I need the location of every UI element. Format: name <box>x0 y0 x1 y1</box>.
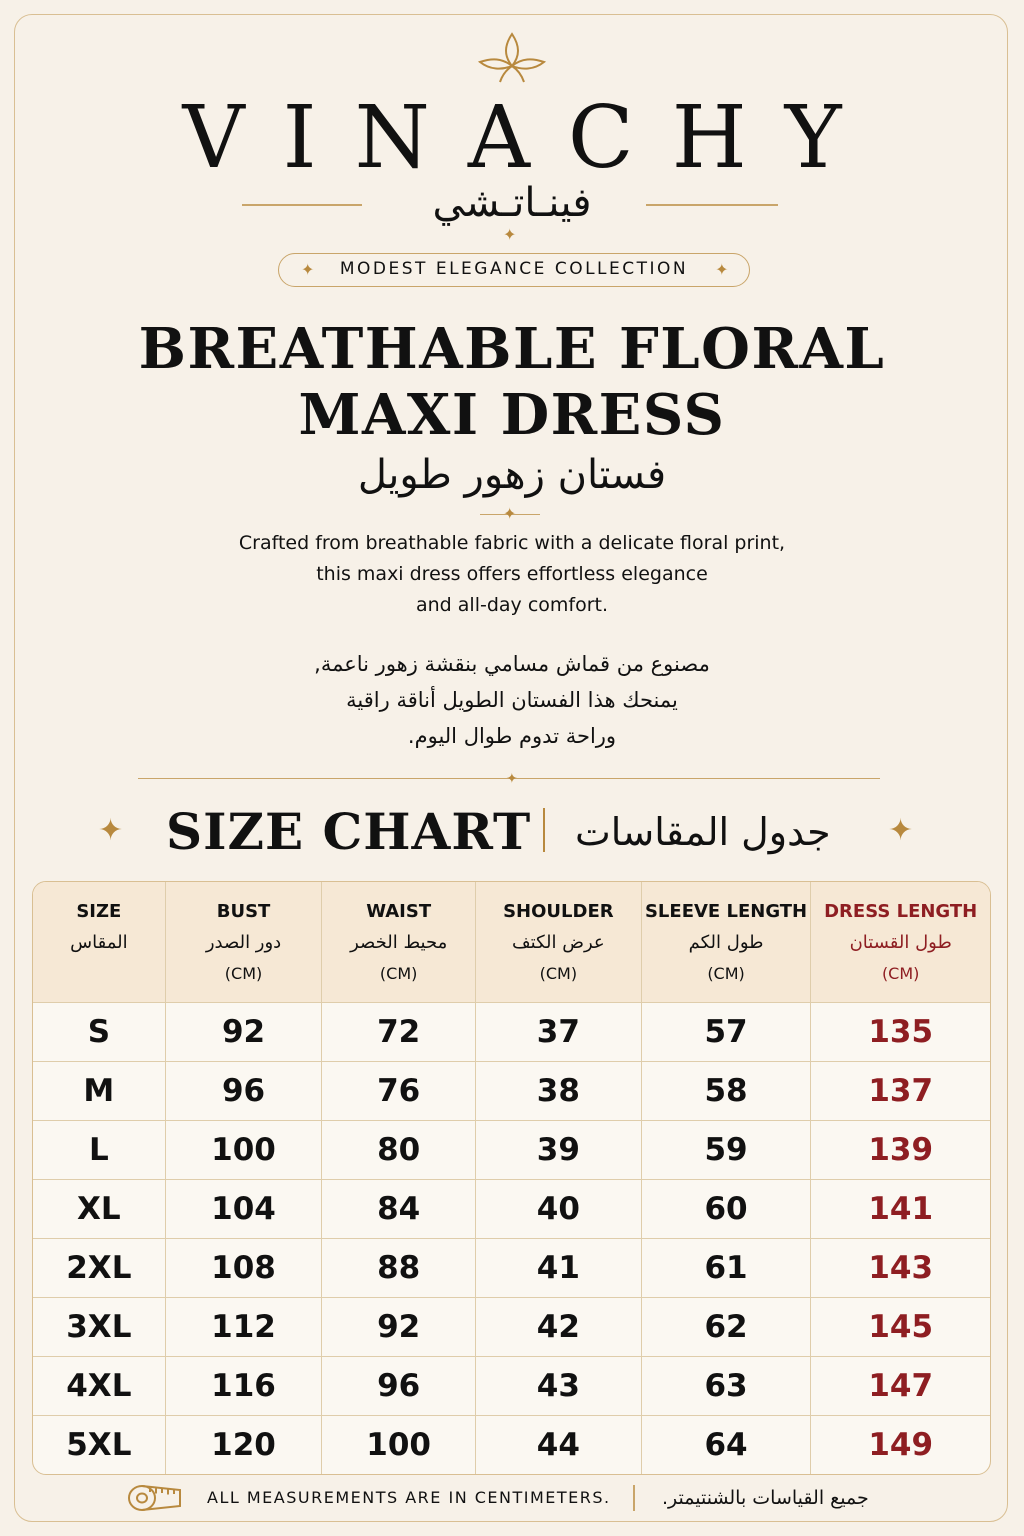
measurement-cell: 44 <box>476 1416 642 1474</box>
measurement-cell: 43 <box>476 1357 642 1416</box>
column-header-bust <box>166 882 323 1003</box>
header-label-ar: طول القستان <box>849 931 952 953</box>
measurement-cell: 38 <box>476 1062 642 1121</box>
brand-name-arabic: فينـاتـشي <box>432 180 592 226</box>
footer-note-ar: جميع القياسات بالشنتيمتر. <box>662 1487 869 1509</box>
header-label-en: SHOULDER <box>503 900 614 922</box>
size-chart-title-arabic: جدول المقاسات <box>575 810 831 854</box>
measurement-cell: 80 <box>322 1121 476 1180</box>
header-label-ar: المقاس <box>70 931 128 953</box>
brand-name: VINACHY <box>182 88 880 188</box>
title-divider <box>543 808 545 852</box>
size-cell: 4XL <box>33 1357 166 1416</box>
measurement-cell: 64 <box>642 1416 812 1474</box>
table-body <box>33 1003 990 1474</box>
measurement-cell: 143 <box>811 1239 990 1298</box>
description-line: يمنحك هذا الفستان الطويل أناقة راقية <box>346 688 678 712</box>
table-row <box>33 1416 990 1474</box>
column-header-size <box>33 882 166 1003</box>
measurement-cell: 108 <box>166 1239 323 1298</box>
table-row <box>33 1003 990 1062</box>
four-point-star-icon: ✦ <box>503 225 517 244</box>
measurement-cell: 76 <box>322 1062 476 1121</box>
column-header-sleeve-length <box>642 882 812 1003</box>
measurement-cell: 137 <box>811 1062 990 1121</box>
header-label-en: BUST <box>216 900 271 922</box>
size-chart-table <box>32 881 991 1475</box>
table-row <box>33 1239 990 1298</box>
measurement-cell: 57 <box>642 1003 812 1062</box>
size-cell: L <box>33 1121 166 1180</box>
measurement-cell: 60 <box>642 1180 812 1239</box>
header-unit <box>33 958 165 989</box>
table-row <box>33 1062 990 1121</box>
description-line: وراحة تدوم طوال اليوم. <box>407 724 617 748</box>
description-line: مصنوع من قماش مسامي بنقشة زهور ناعمة, <box>314 652 710 676</box>
product-title-line2: MAXI DRESS <box>298 382 726 448</box>
measurement-cell: 37 <box>476 1003 642 1062</box>
measurement-cell: 92 <box>322 1298 476 1357</box>
measurement-cell: 63 <box>642 1357 812 1416</box>
four-point-star-icon: ✦ <box>98 813 124 848</box>
table-header-row <box>33 882 990 1003</box>
header-unit: (CM) <box>224 963 263 983</box>
measurement-cell: 141 <box>811 1180 990 1239</box>
measurement-cell: 120 <box>166 1416 323 1474</box>
measurement-cell: 96 <box>166 1062 323 1121</box>
size-cell: 3XL <box>33 1298 166 1357</box>
measurement-cell: 41 <box>476 1239 642 1298</box>
measurement-cell: 104 <box>166 1180 323 1239</box>
measurement-cell: 112 <box>166 1298 323 1357</box>
collection-label: MODEST ELEGANCE COLLECTION <box>339 259 689 279</box>
header-unit: (CM) <box>707 963 745 983</box>
size-cell: XL <box>33 1180 166 1239</box>
footer-note-en: ALL MEASUREMENTS ARE IN CENTIMETERS. <box>207 1488 611 1507</box>
description-line: and all-day comfort. <box>415 594 609 616</box>
header-label-ar: طول الكم <box>688 931 764 953</box>
measurement-cell: 100 <box>322 1416 476 1474</box>
measurement-cell: 40 <box>476 1180 642 1239</box>
measurement-cell: 147 <box>811 1357 990 1416</box>
table-row <box>33 1298 990 1357</box>
header-label-en: SIZE <box>76 900 122 922</box>
measurement-cell: 58 <box>642 1062 812 1121</box>
measurement-cell: 96 <box>322 1357 476 1416</box>
measurement-cell: 84 <box>322 1180 476 1239</box>
measurement-cell: 145 <box>811 1298 990 1357</box>
size-cell: M <box>33 1062 166 1121</box>
table-row <box>33 1180 990 1239</box>
measurement-cell: 116 <box>166 1357 323 1416</box>
description-en <box>0 528 1024 621</box>
measurement-cell: 72 <box>322 1003 476 1062</box>
measuring-tape-icon <box>126 1480 186 1516</box>
description-line: this maxi dress offers effortless elegance <box>316 563 708 585</box>
header-unit: (CM) <box>379 963 418 983</box>
measurement-cell: 42 <box>476 1298 642 1357</box>
header-label-en: WAIST <box>366 900 432 922</box>
size-chart-title: SIZE CHART <box>166 802 532 861</box>
header-label-en: SLEEVE LENGTH <box>644 900 808 922</box>
collection-badge <box>278 253 750 287</box>
measurement-cell: 92 <box>166 1003 323 1062</box>
four-point-star-icon: ✦ <box>503 504 517 523</box>
measurement-cell: 59 <box>642 1121 812 1180</box>
four-point-star-icon: ✦ <box>888 813 914 848</box>
table-row <box>33 1121 990 1180</box>
column-header-waist <box>322 882 476 1003</box>
header-unit: (CM) <box>881 963 920 983</box>
divider-line <box>646 204 778 206</box>
product-title-arabic: فستان زهور طويل <box>357 452 667 498</box>
product-title-line1: BREATHABLE FLORAL <box>138 316 886 382</box>
measurement-cell: 39 <box>476 1121 642 1180</box>
measurement-cell: 139 <box>811 1121 990 1180</box>
divider-line <box>242 204 362 206</box>
description-ar <box>0 646 1024 754</box>
four-point-star-icon: ✦ <box>301 260 317 279</box>
header-unit: (CM) <box>539 963 578 983</box>
lotus-ornament-icon <box>472 28 552 88</box>
size-cell: S <box>33 1003 166 1062</box>
header-label-en: DRESS LENGTH <box>824 900 978 922</box>
description-line: Crafted from breathable fabric with a delicate floral print, <box>238 532 786 554</box>
footer-divider <box>633 1485 635 1511</box>
measurement-cell: 61 <box>642 1239 812 1298</box>
measurement-cell: 149 <box>868 1427 934 1463</box>
column-header-shoulder <box>476 882 642 1003</box>
measurement-cell: 100 <box>166 1121 323 1180</box>
four-point-star-icon: ✦ <box>715 260 731 279</box>
header-label-ar: عرض الكتف <box>512 931 605 953</box>
header-label-ar: دور الصدر <box>205 931 282 953</box>
measurement-cell: 135 <box>811 1003 990 1062</box>
four-point-star-icon: ✦ <box>506 771 518 787</box>
size-cell: 2XL <box>33 1239 166 1298</box>
column-header-dress-length <box>811 882 990 1003</box>
measurement-cell: 88 <box>322 1239 476 1298</box>
measurement-cell: 62 <box>642 1298 812 1357</box>
header-label-ar: محيط الخصر <box>350 931 448 953</box>
size-cell: 5XL <box>33 1416 166 1474</box>
table-row <box>33 1357 990 1416</box>
